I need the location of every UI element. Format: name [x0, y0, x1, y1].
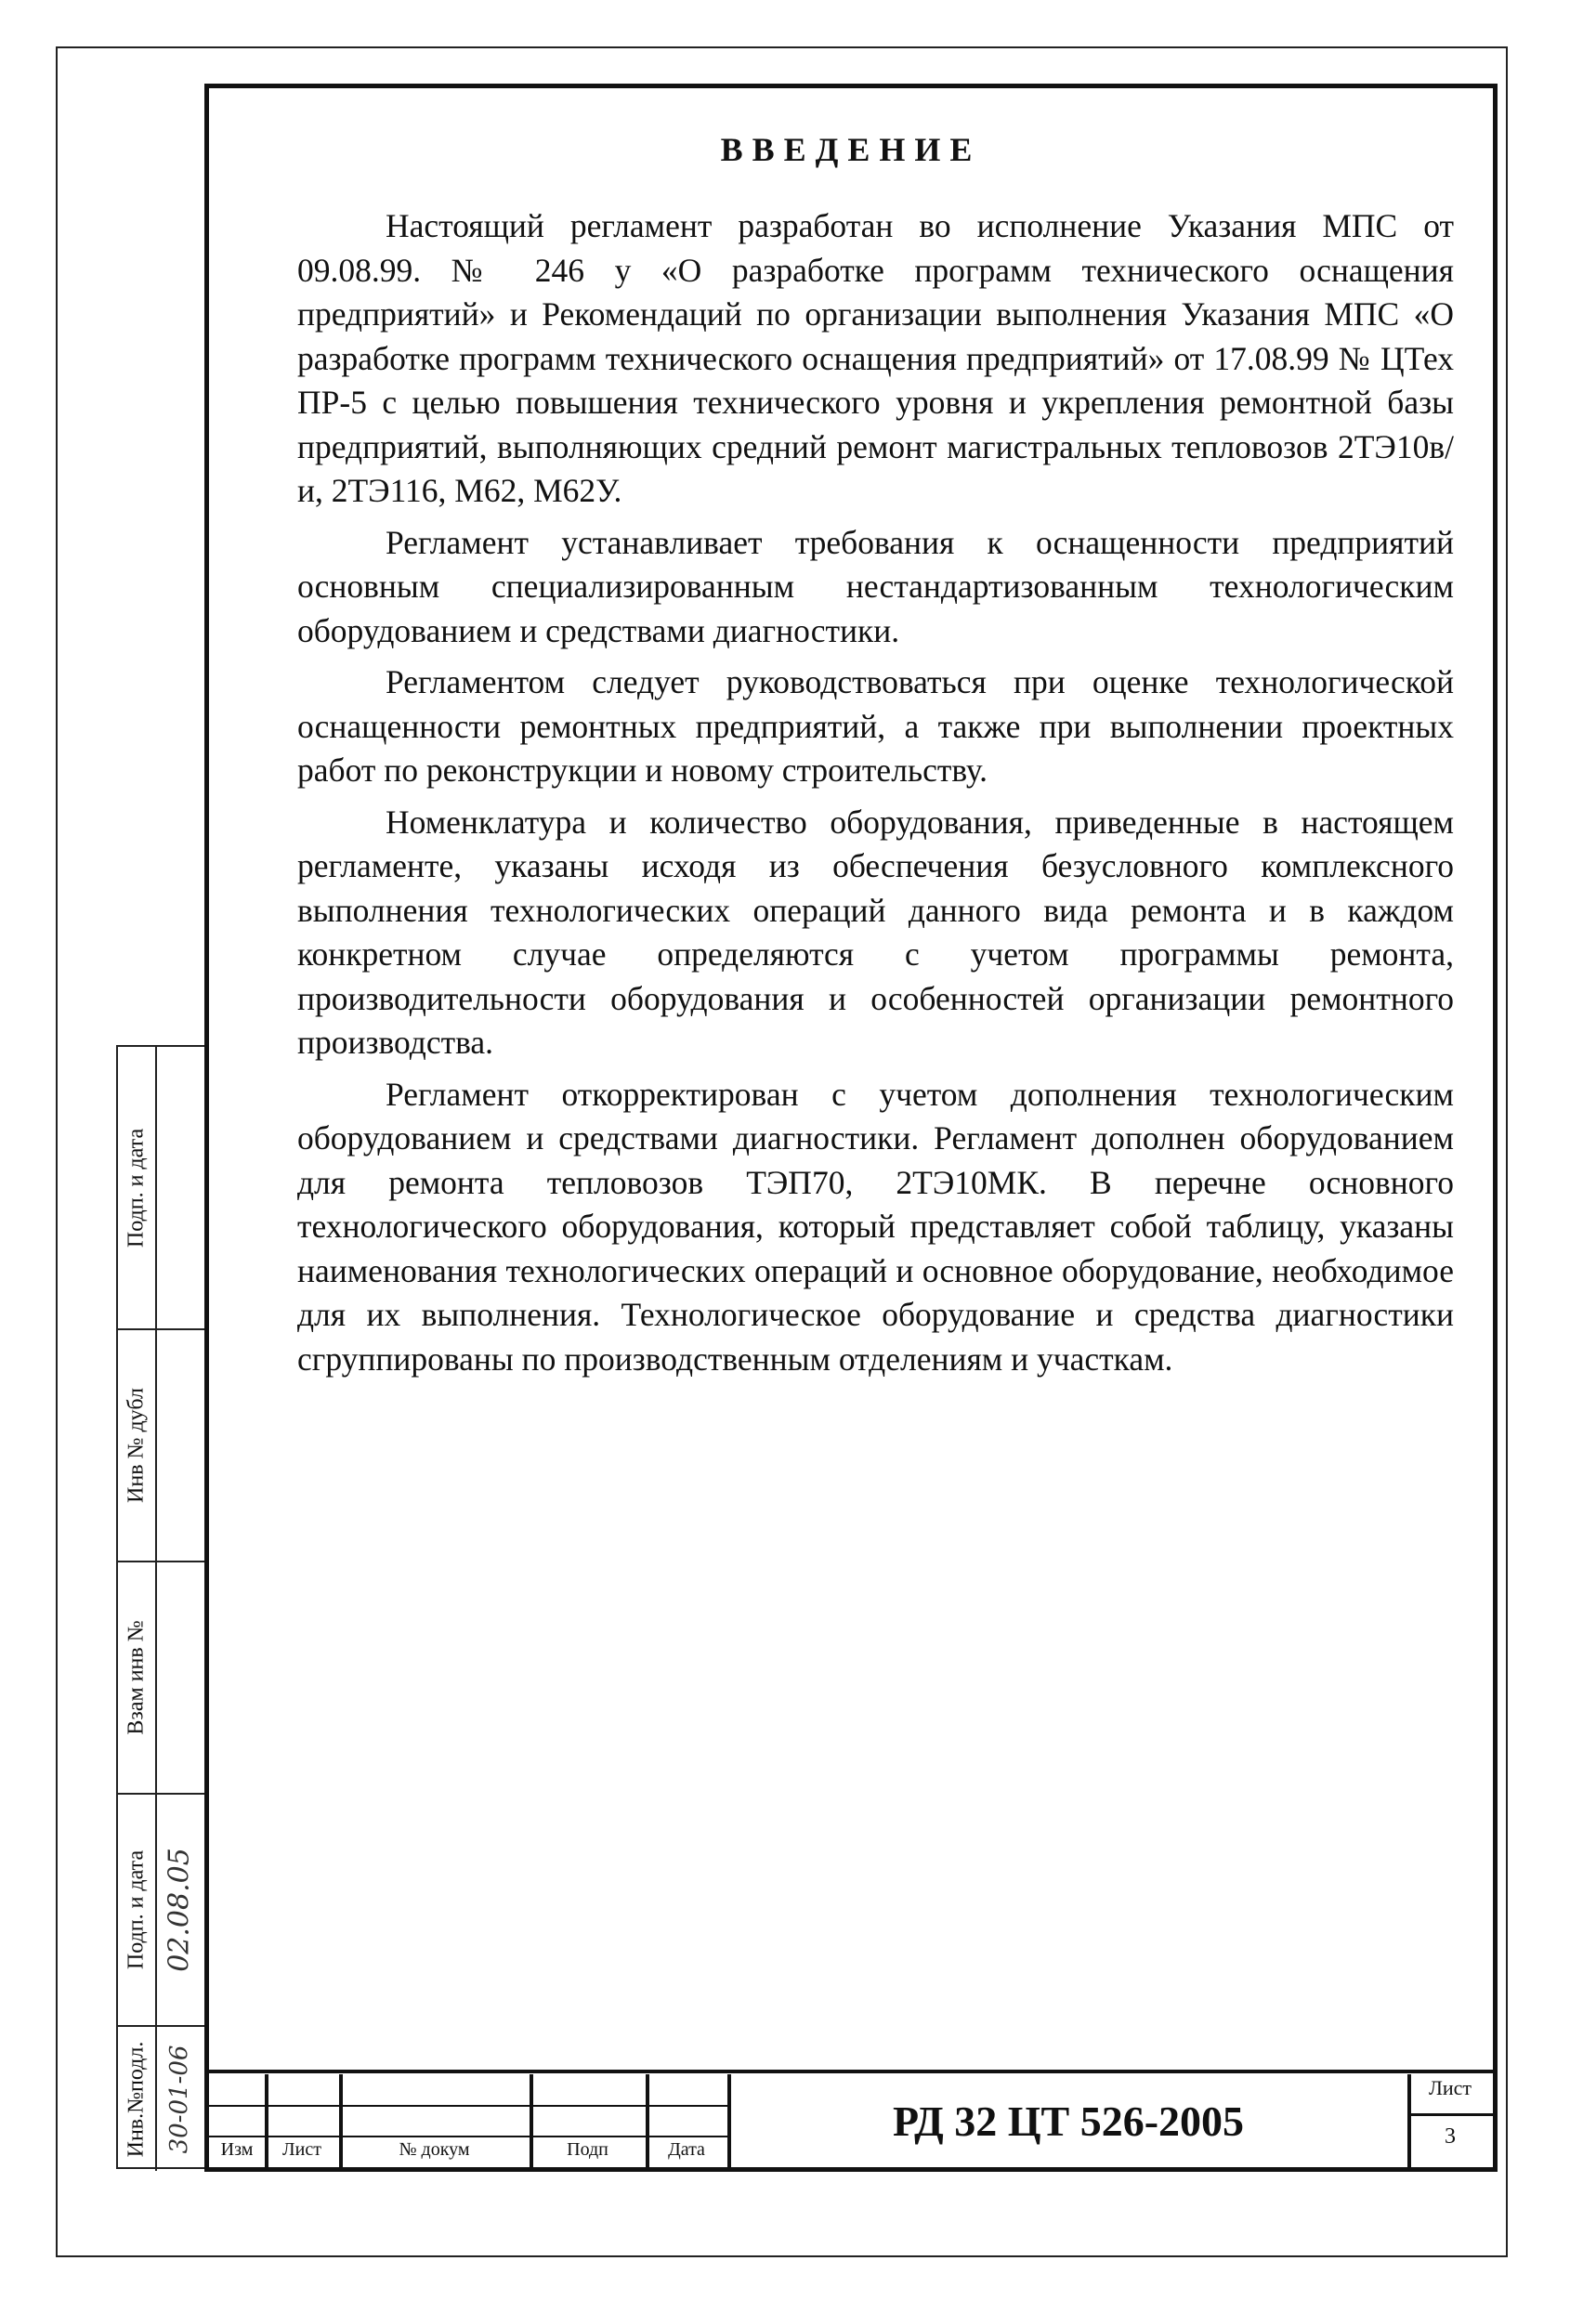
strip-cell-signature-date-2 — [118, 1795, 206, 2027]
paragraph: Регламент откорректирован с учетом дополнения технологическим оборудованием и средствами диагностики. Регламент дополнен оборудованием для ремонта тепловозов ТЭП70, 2ТЭ10МК. В перечне основного технологического оборудования, который представляет собой таблицу, указаны наименования технологических операций и основное оборудование, необходимое для их выполнения. Технологическое оборудование и средства диагностики сгруппированы по производственным отделениям и участкам. — [297, 1075, 1454, 1378]
column-header-signature: Подп — [567, 2139, 608, 2160]
strip-label: Подп. и дата — [124, 1128, 149, 1248]
body-text — [297, 204, 1454, 1389]
strip-cell-duplicate-inv — [118, 1330, 206, 1562]
paragraph: Регламент устанавливает требования к оснащенности предприятий основным специализированным нестандартизованным технологическим оборудованием и средствами диагностики. — [297, 523, 1454, 649]
strip-label: Инв.№подл. — [124, 2041, 149, 2157]
paragraph: Настоящий регламент разработан во исполнение Указания МПС от 09.08.99. № 246 у «О разработке программ технического оснащения предприятий» и Рекомендаций по организации выполнения Указания МПС «О разработке программ технического оснащения предприятий» от 17.08.99 № ЦТех ПР-5 с целью повышения технического уровня и укрепления ремонтной базы предприятий, выполняющих средний ремонт магистральных тепловозов 2ТЭ10в/и, 2ТЭ116, М62, М62У. — [297, 207, 1454, 509]
handwritten-date: 02.08.05 — [163, 1848, 196, 1972]
column-header-sheet: Лист — [282, 2139, 321, 2160]
sheet-number-box — [1407, 2074, 1493, 2167]
page-frame — [204, 84, 1498, 2172]
handwritten-number: 30-01-06 — [165, 2045, 193, 2153]
column-header-date: Дата — [668, 2139, 705, 2160]
document-code: РД 32 ЦТ 526-2005 — [892, 2097, 1245, 2145]
column-header-document-number: № докум — [399, 2139, 470, 2160]
strip-cell-replace-inv — [118, 1562, 206, 1795]
sheet-number: 3 — [1445, 2124, 1456, 2149]
title-block — [209, 2074, 1493, 2167]
side-stamp-strip — [116, 1045, 204, 2169]
paragraph: Номенклатура и количество оборудования, приведенные в настоящем регламенте, указаны исходя из обеспечения безусловного комплексного выполнения технологических операций данного вида ремонта и в каждом конкретном случае определяются с учетом программы ремонта, производительности оборудования и особенностей организации ремонтного производства. — [297, 803, 1454, 1061]
strip-cell-signature-date-1 — [118, 1047, 206, 1330]
strip-label: Инв № дубл — [124, 1388, 149, 1503]
strip-label: Взам инв № — [124, 1620, 149, 1735]
strip-cell-original-inv — [118, 2027, 206, 2171]
page-title: ВВЕДЕНИЕ — [720, 131, 982, 168]
column-header-change: Изм — [220, 2139, 254, 2160]
strip-label: Подп. и дата — [124, 1849, 149, 1970]
sheet-label: Лист — [1428, 2076, 1472, 2099]
paragraph: Регламентом следует руководствоваться при оценке технологической оснащенности ремонтных предприятий, а также при выполнении проектных работ по реконструкции и новому строительству. — [297, 663, 1454, 789]
